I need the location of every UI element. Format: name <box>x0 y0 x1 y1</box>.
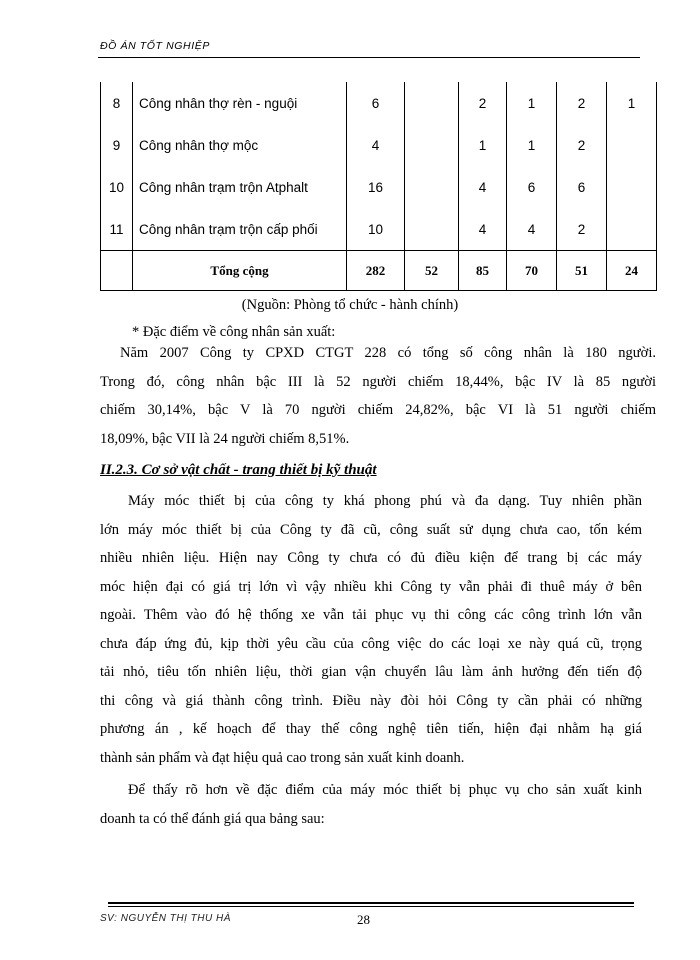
row-number: 9 <box>101 124 133 166</box>
page-number: 28 <box>357 912 370 927</box>
cell-grade-4: 2 <box>459 82 507 124</box>
row-number: 11 <box>101 208 133 251</box>
total-label: Tổng cộng <box>133 251 347 291</box>
cell-grade-6: 2 <box>557 82 607 124</box>
document-header: ĐỒ ÁN TỐT NGHIỆP <box>100 40 210 52</box>
cell-grade-5: 4 <box>507 208 557 251</box>
paragraph-line: ngoài. Thêm vào đó hệ thống xe vẫn tải phục vụ thi công các công trình lớn vẫn <box>100 607 642 623</box>
total-grade-6: 51 <box>557 251 607 291</box>
total-grade-4: 85 <box>459 251 507 291</box>
cell-grade-3 <box>405 82 459 124</box>
cell-total: 10 <box>347 208 405 251</box>
paragraph-line: thành sản phẩm và đạt hiệu quả cao trong sản xuất kinh doanh. <box>100 749 465 766</box>
worker-type: Công nhân trạm trộn cấp phối <box>133 208 347 251</box>
table-total-row <box>101 251 657 291</box>
paragraph-line: móc hiện đại có giá trị lớn vì vậy nhiều khi Công ty vẫn phải đi thuê máy ở bên <box>100 578 642 595</box>
bullet-heading: * Đặc điểm về công nhân sản xuất: <box>132 324 336 340</box>
cell-grade-5: 1 <box>507 124 557 166</box>
cell-grade-3 <box>405 166 459 208</box>
cell-grade-7: 1 <box>607 82 657 124</box>
paragraph-line: Máy móc thiết bị của công ty khá phong phú và đa dạng. Tuy nhiên phần <box>128 493 642 509</box>
cell-grade-3 <box>405 208 459 251</box>
paragraph-line: chiếm 30,14%, bậc V là 70 người chiếm 24,82%, bậc VI là 51 người chiếm <box>100 402 656 418</box>
worker-type: Công nhân thợ mộc <box>133 124 347 166</box>
paragraph-line: phương án , kế hoạch để thay thế công nghệ tiên tiến, hiện đại nhằm hạ giá <box>100 721 642 737</box>
cell-grade-3 <box>405 124 459 166</box>
cell-grade-6: 2 <box>557 208 607 251</box>
cell-total: 6 <box>347 82 405 124</box>
row-number: 8 <box>101 82 133 124</box>
cell-grade-5: 6 <box>507 166 557 208</box>
footer-rule <box>108 902 634 904</box>
footer-rule <box>108 906 634 907</box>
table-row <box>101 166 657 208</box>
cell-grade-6: 2 <box>557 124 607 166</box>
paragraph-line: Năm 2007 Công ty CPXD CTGT 228 có tổng số công nhân là 180 người. <box>120 345 656 361</box>
header-rule <box>98 57 640 58</box>
workers-paragraph <box>100 339 656 453</box>
cell-grade-4: 4 <box>459 166 507 208</box>
cell-grade-6: 6 <box>557 166 607 208</box>
cell-grade-7 <box>607 124 657 166</box>
paragraph-line: lớn máy móc thiết bị của Công ty đã cũ, công suất sử dụng chưa cao, tốn kém <box>100 521 642 538</box>
table-intro-paragraph <box>100 776 642 833</box>
paragraph-line: doanh ta có thể đánh giá qua bảng sau: <box>100 810 325 827</box>
cell-total: 4 <box>347 124 405 166</box>
paragraph-line: nhiều nhiên liệu. Hiện nay Công ty chưa có đủ điều kiện để trang bị các máy <box>100 550 642 566</box>
workers-table <box>100 82 657 291</box>
total-grade-7: 24 <box>607 251 657 291</box>
total-grade-5: 70 <box>507 251 557 291</box>
table-source-note: (Nguồn: Phòng tổ chức - hành chính) <box>241 297 459 313</box>
section-heading: II.2.3. Cơ sở vật chất - trang thiết bị kỹ thuật <box>100 462 377 478</box>
footer-author: SV: NGUYỄN THỊ THU HÀ <box>100 913 231 924</box>
equipment-paragraph <box>100 487 642 772</box>
worker-type: Công nhân thợ rèn - nguội <box>133 82 347 124</box>
paragraph-line: thi công và giá thành công trình. Điều này đòi hỏi Công ty cần phải có những <box>100 692 642 709</box>
table-row <box>101 124 657 166</box>
cell-grade-7 <box>607 208 657 251</box>
paragraph-line: Để thấy rõ hơn về đặc điểm của máy móc thiết bị phục vụ cho sản xuất kinh <box>128 782 642 798</box>
worker-type: Công nhân trạm trộn Atphalt <box>133 166 347 208</box>
cell-total: 16 <box>347 166 405 208</box>
row-number: 10 <box>101 166 133 208</box>
paragraph-line: tải nhỏ, tiêu tốn nhiên liệu, thời gian vận chuyển lâu làm ảnh hưởng đến tiến độ <box>100 664 642 680</box>
cell-grade-4: 1 <box>459 124 507 166</box>
total-all: 282 <box>347 251 405 291</box>
cell-grade-7 <box>607 166 657 208</box>
total-number-cell <box>101 251 133 291</box>
total-grade-3: 52 <box>405 251 459 291</box>
cell-grade-5: 1 <box>507 82 557 124</box>
cell-grade-4: 4 <box>459 208 507 251</box>
table-row <box>101 208 657 251</box>
paragraph-line: 18,09%, bậc VII là 24 người chiếm 8,51%. <box>100 430 350 447</box>
table-row <box>101 82 657 124</box>
paragraph-line: chưa đáp ứng đủ, kịp thời yêu cầu của công việc do các loại xe này quá cũ, trọng <box>100 635 642 652</box>
paragraph-line: Trong đó, công nhân bậc III là 52 người chiếm 18,44%, bậc IV là 85 người <box>100 373 656 390</box>
